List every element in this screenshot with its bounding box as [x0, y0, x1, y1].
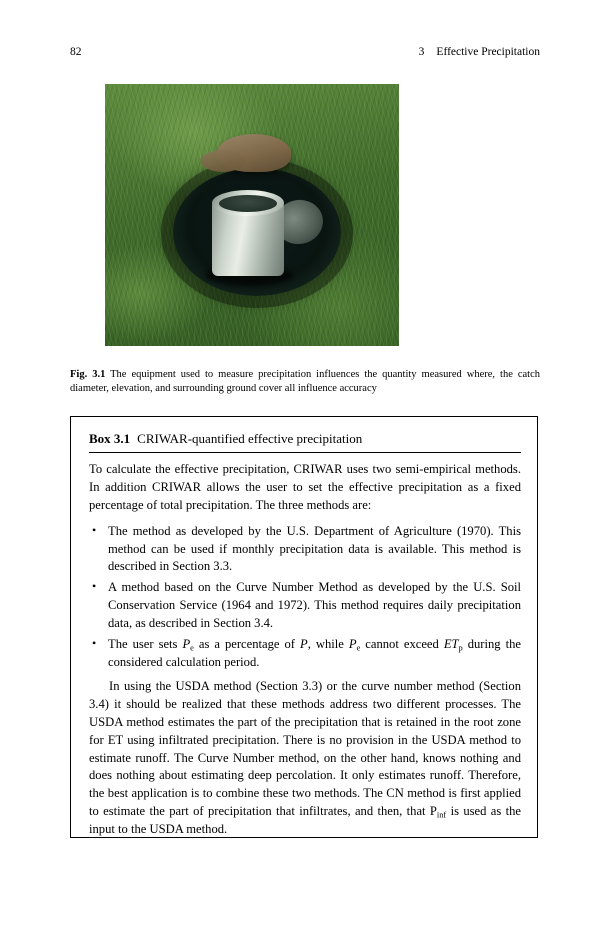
bullet-icon: • [92, 522, 97, 537]
symbol-etp-subscript: p [458, 643, 463, 653]
list-item-text-part2: as a percentage of [193, 636, 301, 651]
box-closing-part2: is used as the input to the USDA method. [89, 804, 521, 837]
figure-caption [70, 368, 540, 397]
box-title-text: CRIWAR-quantified effective precipitation [137, 431, 363, 446]
box-intro-paragraph: To calculate the effective precipitation, CRIWAR uses two semi-empirical methods. In addition CRIWAR allows the user to set the effective precipitation as a fixed percentage of total precipitation. The three methods are: [89, 462, 521, 512]
page-header [70, 46, 540, 62]
box-title [89, 431, 521, 453]
list-item-text-part1: The user sets [108, 636, 183, 651]
bullet-icon: • [92, 635, 97, 650]
list-item [89, 579, 521, 633]
chapter-number: 3 [418, 46, 425, 58]
chapter-title: Effective Precipitation [436, 46, 540, 58]
list-item [89, 523, 521, 577]
box-3-1 [70, 416, 538, 838]
box-closing-part1: In using the USDA method (Section 3.3) or the curve number method (Section 3.4) it should be realized that these methods address two different processes. The USDA method estimates the part of the precipitation that is retained in the root zone for ET using infiltrated precipitation. There is no provision in the USDA method to estimate runoff. The Curve Number method, on the other hand, knows nothing and does nothing about estimating deep percolation. It only estimates runoff. Therefore, the best application is to combine these two methods. The CN method is first applied to estimate the part of precipitation that infiltrates, and then, that P [89, 679, 521, 819]
symbol-p: P [300, 636, 308, 651]
symbol-etp: ET [443, 636, 459, 651]
page-number: 82 [70, 46, 82, 58]
list-item-text-part3: , while [307, 636, 349, 651]
list-item-text-part4: cannot exceed [360, 636, 444, 651]
running-head [419, 46, 540, 58]
list-item-text-part5: during the considered calculation period. [108, 636, 521, 670]
list-item-text: A method based on the Curve Number Method as developed by the U.S. Soil Conservation Service (1964 and 1972). This method requires daily precipitation data, as described in Section 3.4. [108, 580, 521, 630]
symbol-pinf-subscript: inf [436, 810, 447, 820]
figure-image [105, 84, 399, 346]
symbol-pe-subscript: e [190, 643, 194, 653]
methods-list [89, 523, 521, 672]
symbol-pe: P [182, 636, 191, 651]
symbol-pe-2-subscript: e [356, 643, 361, 653]
figure-caption-text: The equipment used to measure precipitation influences the quantity measured where, the catch diameter, elevation, and surrounding ground cover all influence accuracy [70, 369, 540, 395]
soil-mound-secondary [201, 150, 245, 172]
bullet-icon: • [92, 579, 97, 594]
box-title-label: Box 3.1 [89, 431, 131, 446]
box-closing-paragraph [89, 678, 521, 839]
rain-gauge-opening [219, 195, 277, 212]
list-item [89, 636, 521, 672]
figure-caption-label: Fig. 3.1 [70, 369, 106, 380]
symbol-pe-2: P [348, 636, 357, 651]
list-item-text: The method as developed by the U.S. Department of Agriculture (1970). This method can be used if monthly precipitation data is available. This method is described in Section 3.3. [108, 523, 521, 574]
